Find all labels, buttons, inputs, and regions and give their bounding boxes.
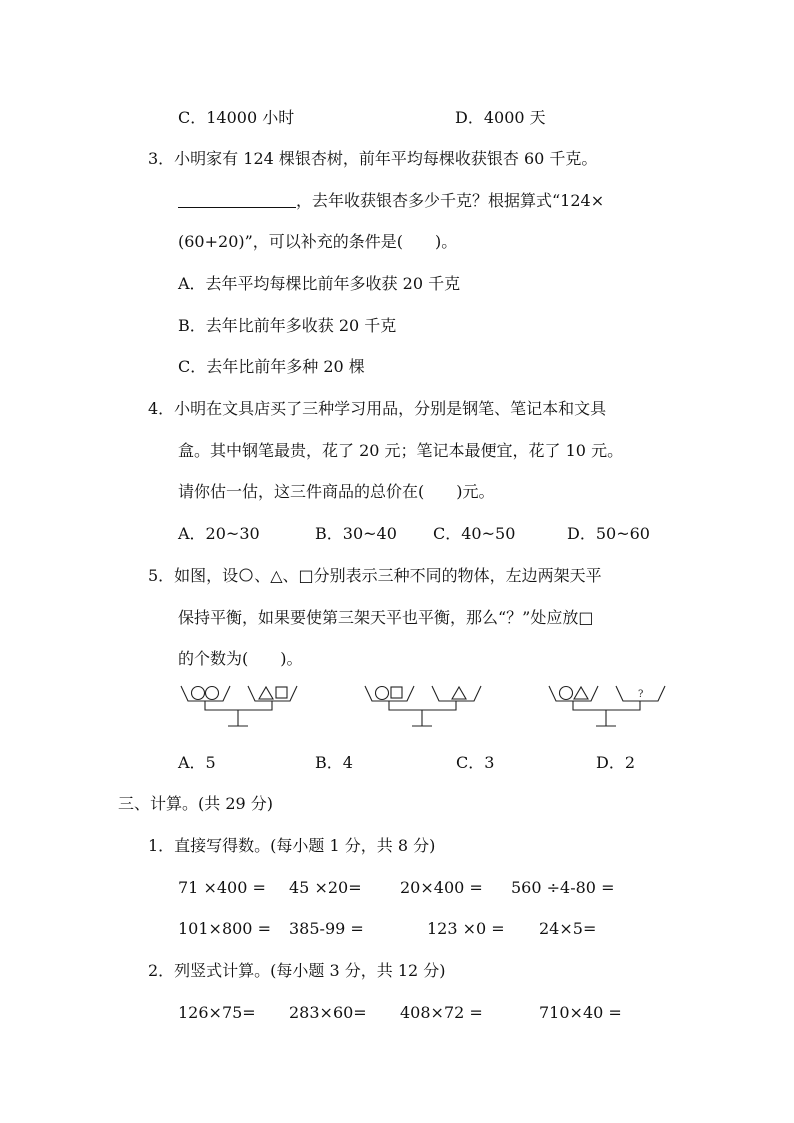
q5-line3: 的个数为( )。 [178, 649, 303, 668]
q5-line2: 保持平衡，如果要使第三架天平也平衡，那么“？”处应放□ [178, 608, 594, 627]
vertical-calc-item: 408×72 = [400, 1003, 483, 1022]
q5-option-d: D．2 [596, 753, 636, 772]
calc-item: 45 ×20= [289, 878, 362, 897]
calc-item: 385-99 = [289, 919, 364, 938]
q5-line1-a: 5．如图，设 [148, 566, 239, 585]
q2-option-c: C．14000 小时 [178, 108, 295, 127]
circle-shape-icon [376, 687, 389, 700]
q3-answer-blank [178, 191, 296, 208]
q4-option-a: A．20~30 [178, 524, 260, 543]
vertical-calc-item: 283×60= [289, 1003, 367, 1022]
calc-item: 123 ×0 = [427, 919, 505, 938]
circle-shape-icon [192, 687, 205, 700]
square-shape-icon [276, 687, 287, 698]
q2-option-d: D．4000 天 [455, 108, 546, 127]
calc-item: 560 ÷4-80 = [511, 878, 615, 897]
balance-scale-1 [178, 683, 303, 731]
q5-option-c: C．3 [456, 753, 495, 772]
q3-line3: (60+20)”，可以补充的条件是( )。 [178, 232, 458, 251]
q5-option-a: A．5 [178, 753, 216, 772]
square-shape-icon [391, 687, 402, 698]
calc-item: 20×400 = [400, 878, 483, 897]
section3-sub1-title: 1．直接写得数。(每小题 1 分，共 8 分) [148, 836, 436, 855]
q4-line2: 盒。其中钢笔最贵，花了 20 元；笔记本最便宜，花了 10 元。 [178, 441, 624, 460]
calc-item: 24×5= [539, 919, 597, 938]
circle-shape-icon [238, 567, 254, 583]
q4-line3: 请你估一估，这三件商品的总价在( )元。 [178, 482, 495, 501]
triangle-shape-icon [259, 687, 273, 699]
q4-line1: 4．小明在文具店买了三种学习用品，分别是钢笔、笔记本和文具 [148, 399, 607, 418]
q3-line2-text: ，去年收获银杏多少千克？根据算式“124× [296, 191, 605, 210]
balance-scale-2 [362, 683, 487, 731]
section3-sub2-title: 2．列竖式计算。(每小题 3 分，共 12 分) [148, 961, 446, 980]
calc-item: 101×800 = [178, 919, 271, 938]
balance-scale-3 [546, 683, 671, 731]
q3-line2 [178, 190, 604, 212]
balance-question-mark: ? [638, 689, 644, 700]
circle-shape-icon [206, 687, 219, 700]
q4-option-c: C．40~50 [433, 524, 516, 543]
q3-option-a: A．去年平均每棵比前年多收获 20 千克 [178, 274, 461, 293]
q3-option-c: C．去年比前年多种 20 棵 [178, 357, 365, 376]
q4-option-b: B．30~40 [315, 524, 397, 543]
q4-option-d: D．50~60 [567, 524, 650, 543]
q3-option-b: B．去年比前年多收获 20 千克 [178, 316, 397, 335]
q5-line1-b: 、△、□分别表示三种不同的物体，左边两架天平 [254, 566, 602, 585]
triangle-shape-icon [574, 687, 588, 699]
circle-shape-icon [560, 687, 573, 700]
triangle-shape-icon [452, 687, 466, 699]
section3-title: 三、计算。(共 29 分) [118, 794, 274, 813]
vertical-calc-item: 710×40 = [539, 1003, 622, 1022]
q5-option-b: B．4 [315, 753, 353, 772]
vertical-calc-item: 126×75= [178, 1003, 256, 1022]
q3-line1: 3．小明家有 124 棵银杏树，前年平均每棵收获银杏 60 千克。 [148, 149, 598, 168]
calc-item: 71 ×400 = [178, 878, 266, 897]
q5-line1 [148, 565, 602, 587]
